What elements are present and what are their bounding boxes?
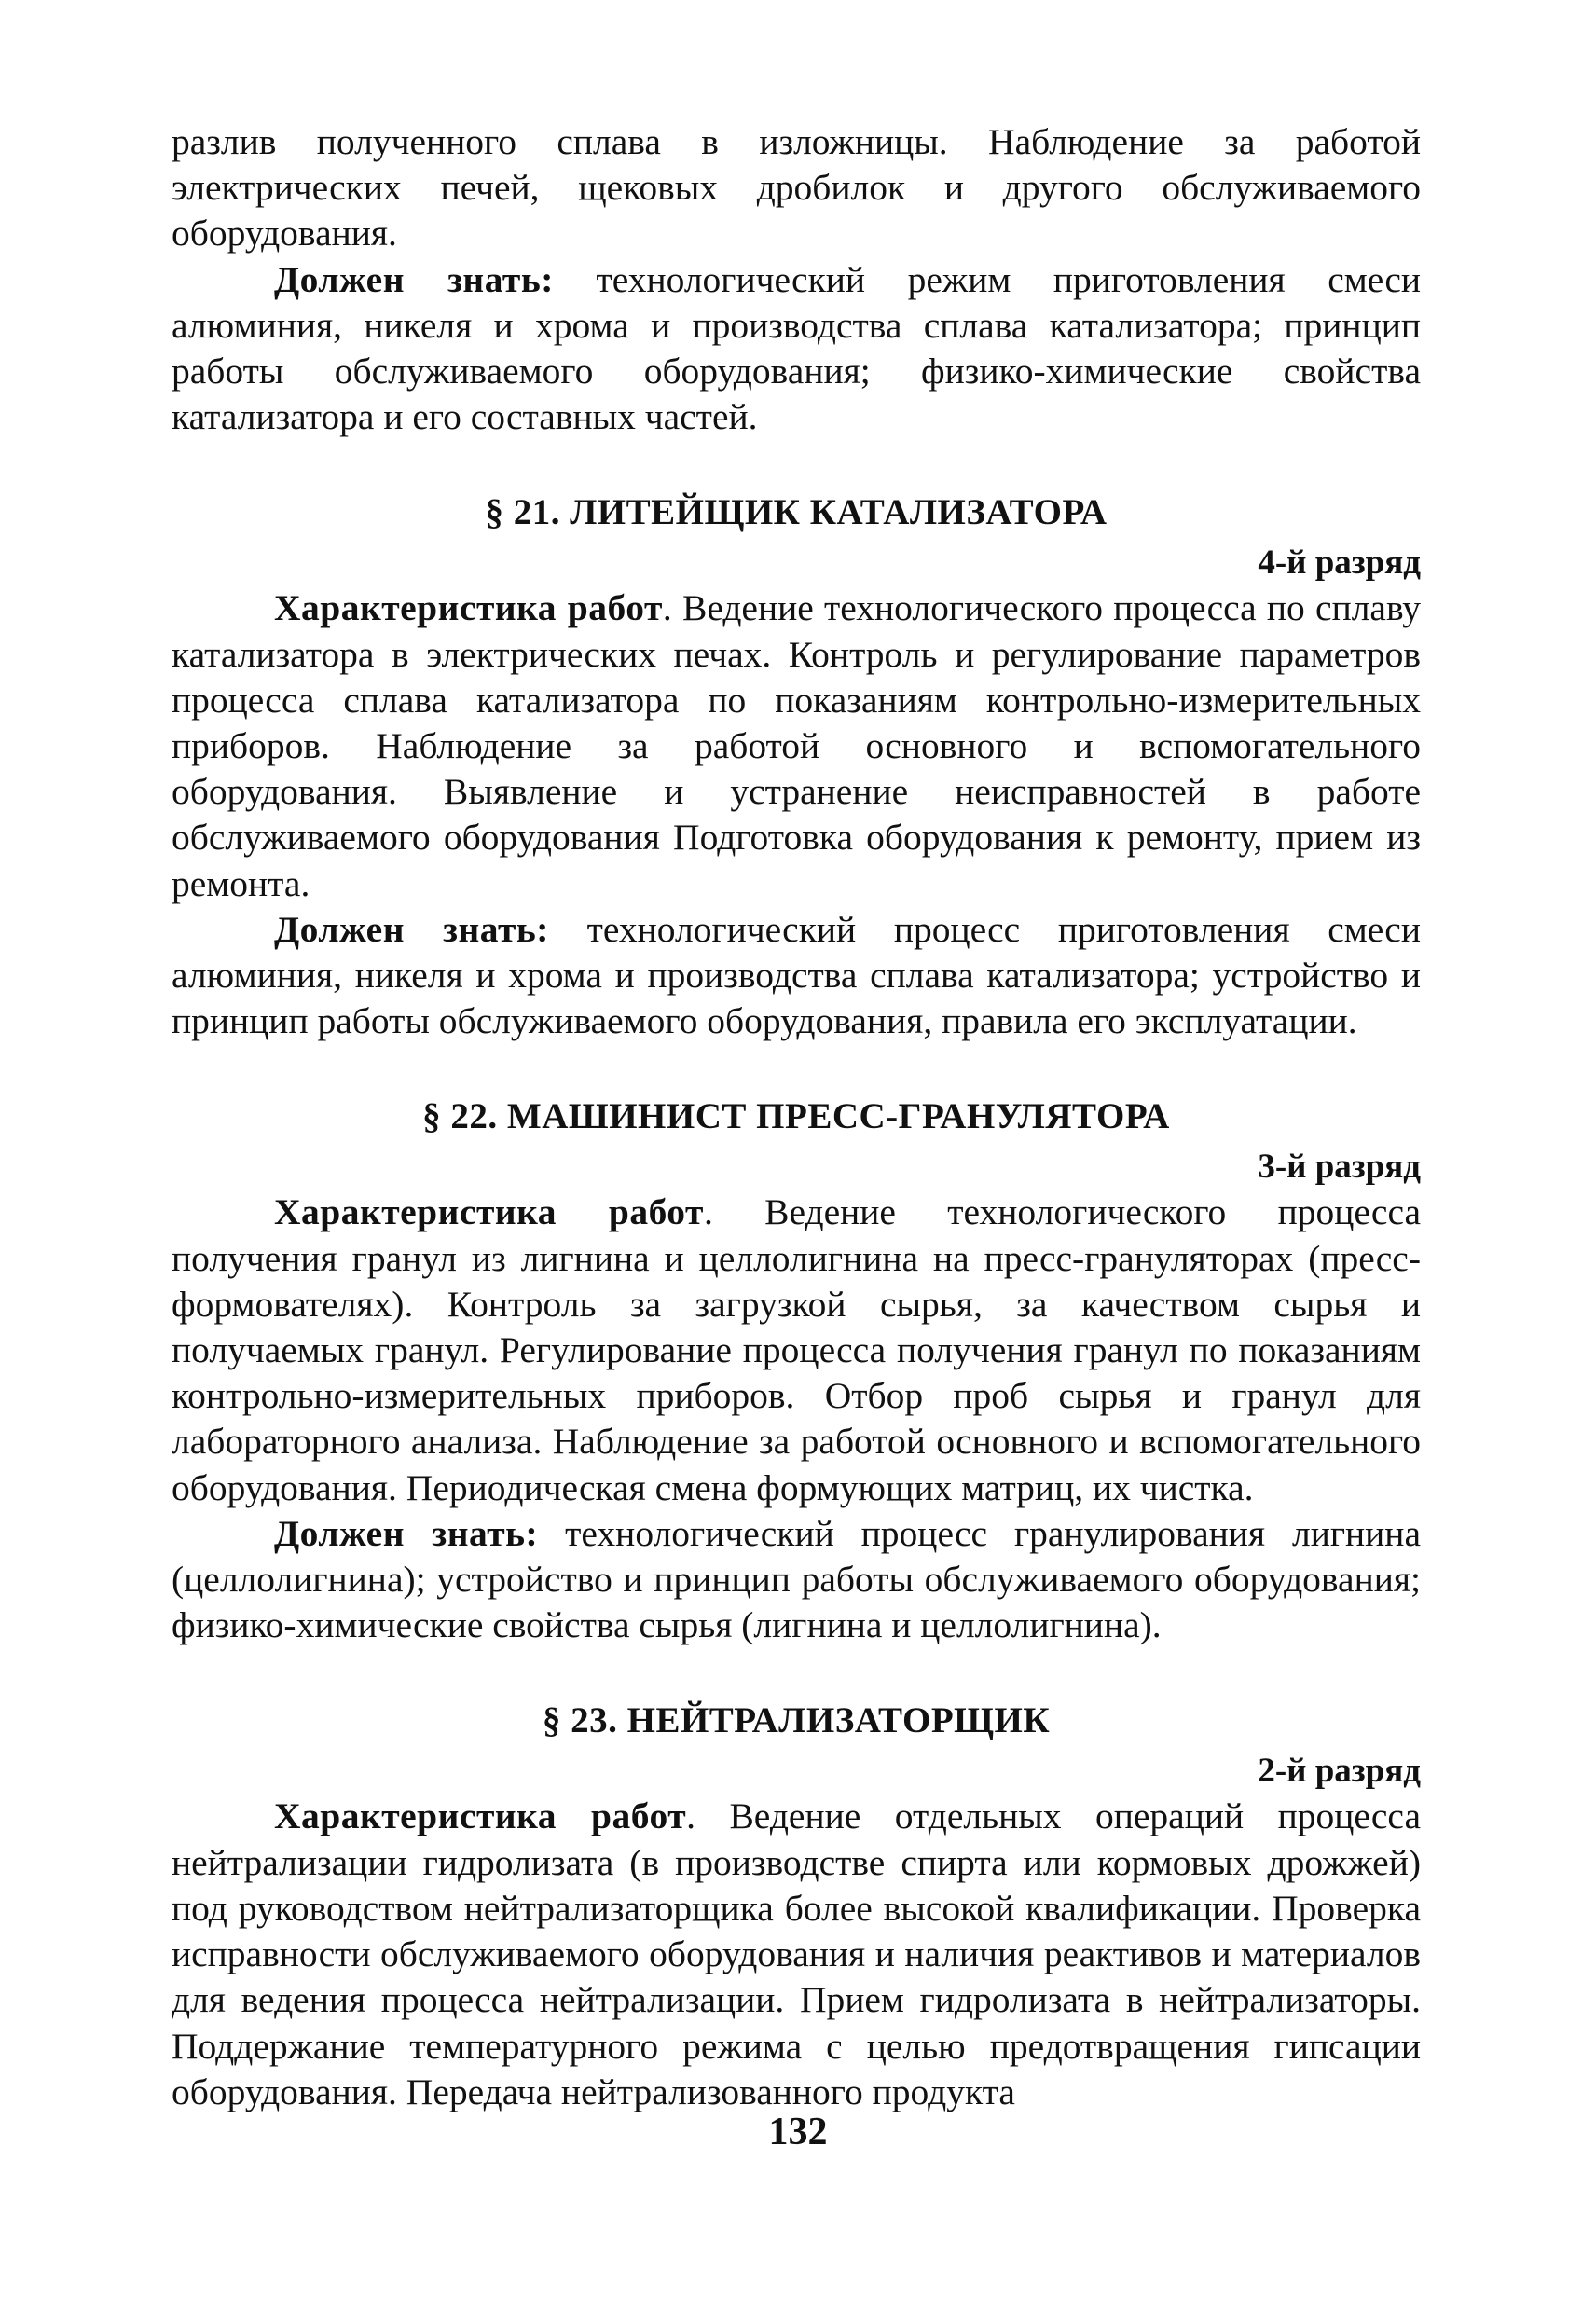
section-22-knowledge-text: технологический процесс гранулирования лигнина (целлолигнина); устройство и принцип работы обслуживаемого оборудования; физико-химические свойства сырья (лигнина и целлолигнина).	[172, 1512, 1421, 1646]
section-21-work-text: . Ведение технологического процесса по сплаву катализатора в электрических печах. Контроль и регулирование параметров процесса сплава катализатора по показаниям контрольно-измерительных приборов. Наблюдение за работой основного и вспомогательного оборудования. Выявление и устранение неисправностей в работе обслуживаемого оборудования Подготовка оборудования к ремонту, прием из ремонта.	[172, 587, 1421, 904]
section-22-title: § 22. МАШИНИСТ ПРЕСС-ГРАНУЛЯТОРА	[422, 1096, 1170, 1137]
section-22-knowledge-label: Должен знать:	[274, 1512, 539, 1554]
section-21-knowledge-text: технологический процесс приготовления смеси алюминия, никеля и хрома и производства сплава катализатора; устройство и принцип работы обслуживаемого оборудования, правила его эксплуатации.	[172, 908, 1421, 1042]
section-23-title: § 23. НЕЙТРАЛИЗАТОРЩИК	[542, 1700, 1051, 1741]
section-23-work-paragraph	[172, 1794, 1421, 2114]
intro-continuation	[172, 119, 1421, 257]
section-21-knowledge-paragraph	[172, 907, 1421, 1045]
section-23-grade: 2-й разряд	[1258, 1752, 1421, 1791]
intro-knowledge-label: Должен знать:	[274, 258, 554, 300]
section-21-work-paragraph	[172, 585, 1421, 906]
section-22-knowledge-paragraph	[172, 1511, 1421, 1649]
intro-continuation-text: разлив полученного сплава в изложницы. Наблюдение за работой электрических печей, щековых дробилок и другого обслуживаемого оборудования.	[172, 121, 1421, 254]
section-22-work-paragraph	[172, 1190, 1421, 1510]
section-22-work-label: Характеристика работ	[274, 1191, 704, 1233]
page-number: 132	[768, 2111, 828, 2153]
section-21-work-label: Характеристика работ	[274, 587, 663, 629]
intro-knowledge-paragraph	[172, 257, 1421, 441]
section-22-work-text: . Ведение технологического процесса получения гранул из лигнина и целлолигнина на пресс-грануляторах (пресс-формователях). Контроль за загрузкой сырья, за качеством сырья и получаемых гранул. Регулирование процесса получения гранул по показаниям контрольно-измерительных приборов. Отбор проб сырья и гранул для лабораторного анализа. Наблюдение за работой основного и вспомогательного оборудования. Периодическая смена формующих матриц, их чистка.	[172, 1191, 1421, 1508]
text-column	[172, 119, 1421, 2115]
section-21-grade: 4-й разряд	[1258, 543, 1421, 583]
section-23-work-text: . Ведение отдельных операций процесса нейтрализации гидролизата (в производстве спирта или кормовых дрожжей) под руководством нейтрализаторщика более высокой квалификации. Проверка исправности обслуживаемого оборудования и наличия реактивов и материалов для ведения процесса нейтрализации. Прием гидролизата в нейтрализаторы. Поддержание температурного режима с целью предотвращения гипсации оборудования. Передача нейтрализованного продукта	[172, 1795, 1421, 2112]
intro-knowledge-text: технологический режим приготовления смеси алюминия, никеля и хрома и производства сплава катализатора; принцип работы обслуживаемого оборудования; физико-химические свойства катализатора и его составных частей.	[172, 258, 1421, 438]
section-21-title: § 21. ЛИТЕЙЩИК КАТАЛИЗАТОРА	[485, 492, 1108, 533]
section-22-grade: 3-й разряд	[1258, 1148, 1421, 1187]
section-21-knowledge-label: Должен знать:	[274, 908, 549, 950]
section-23-work-label: Характеристика работ	[274, 1795, 687, 1837]
